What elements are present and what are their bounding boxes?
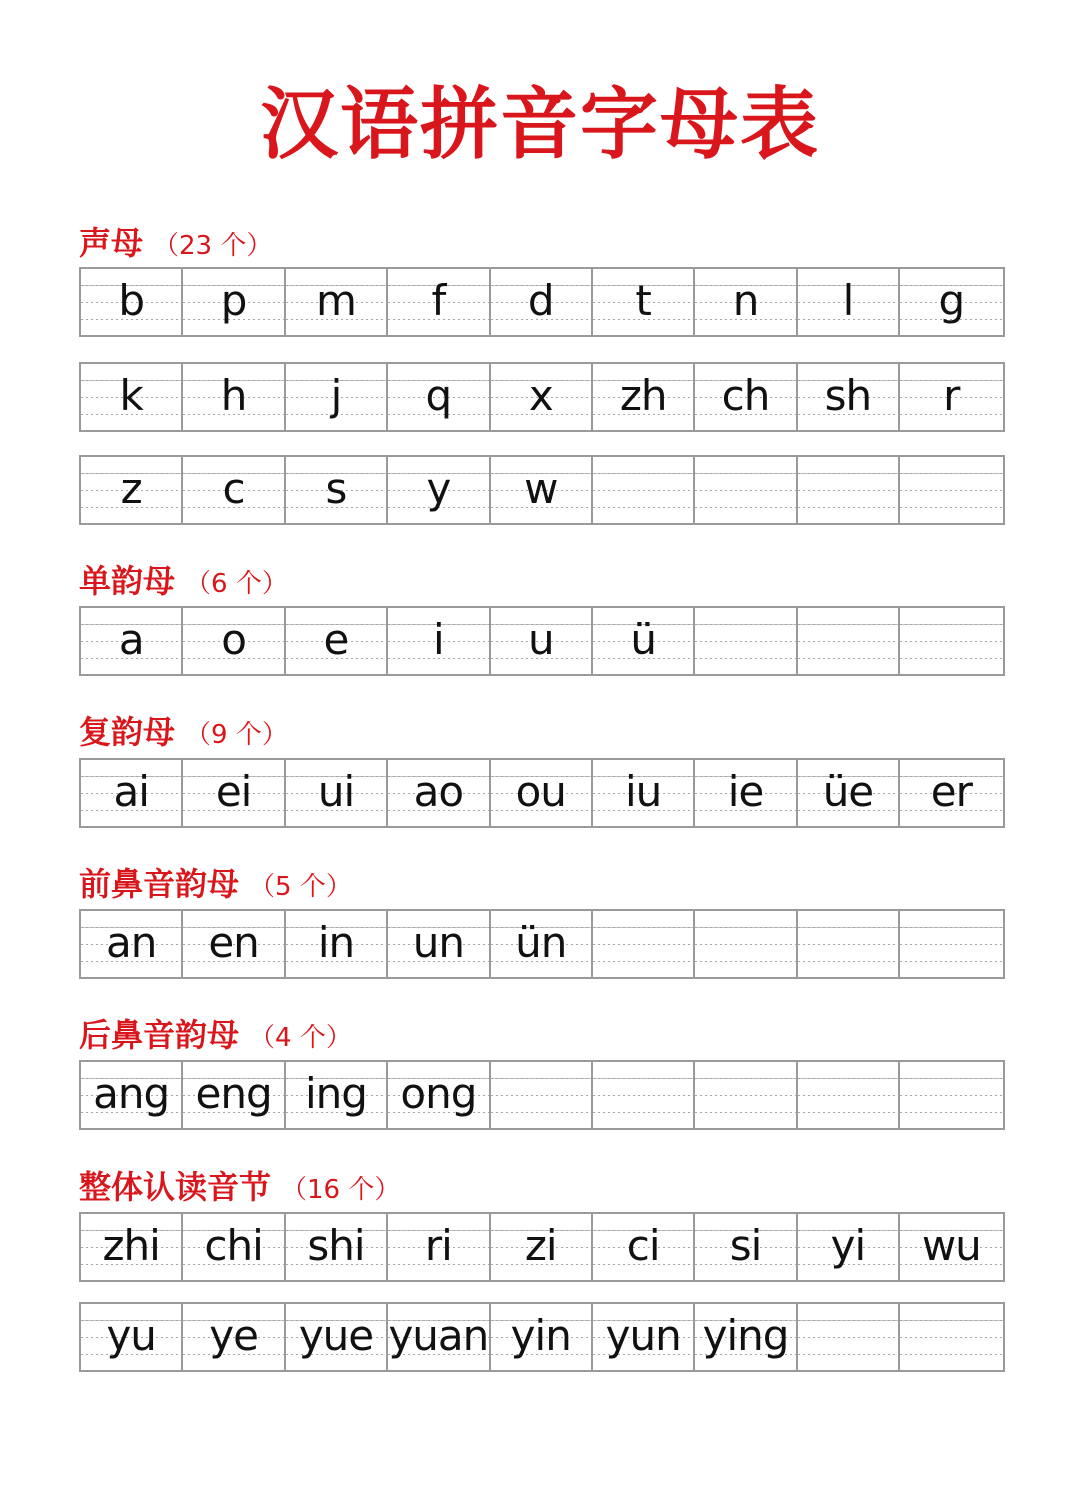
- pinyin-cell: [900, 269, 1002, 335]
- pinyin-cell: [491, 1304, 593, 1370]
- pinyin-letter: shi: [307, 1221, 365, 1270]
- empty-cell: [900, 457, 1002, 523]
- pinyin-letter: yin: [510, 1311, 571, 1360]
- pinyin-letter: z: [120, 464, 142, 513]
- pinyin-cell: [695, 269, 797, 335]
- section-title: 整体认读音节: [79, 1168, 272, 1206]
- empty-cell: [695, 1062, 797, 1128]
- pinyin-letter: yuan: [388, 1311, 489, 1360]
- pinyin-letter: e: [323, 615, 349, 664]
- letter-grid-row: [79, 606, 1005, 676]
- pinyin-letter: ci: [626, 1221, 660, 1270]
- pinyin-letter: x: [528, 371, 553, 420]
- pinyin-cell: [798, 1214, 900, 1280]
- pinyin-cell: [491, 760, 593, 826]
- empty-cell: [798, 1062, 900, 1128]
- pinyin-cell: [81, 911, 183, 977]
- empty-cell: [900, 911, 1002, 977]
- pinyin-letter: s: [325, 464, 347, 513]
- pinyin-cell: [491, 269, 593, 335]
- pinyin-letter: ou: [515, 767, 566, 816]
- section-title: 声母: [79, 224, 144, 262]
- section-title: 后鼻音韵母: [79, 1016, 240, 1054]
- pinyin-letter: eng: [195, 1069, 272, 1118]
- pinyin-letter: ying: [702, 1311, 789, 1360]
- pinyin-letter: ao: [413, 767, 464, 816]
- empty-cell: [593, 457, 695, 523]
- pinyin-cell: [81, 364, 183, 430]
- pinyin-cell: [286, 1214, 388, 1280]
- pinyin-letter: iu: [625, 767, 662, 816]
- pinyin-letter: ün: [515, 918, 567, 967]
- empty-cell: [900, 1304, 1002, 1370]
- pinyin-cell: [491, 911, 593, 977]
- pinyin-cell: [388, 760, 490, 826]
- section-title: 前鼻音韵母: [79, 865, 240, 903]
- letter-grid-row: [79, 909, 1005, 979]
- pinyin-cell: [593, 608, 695, 674]
- pinyin-letter: ri: [424, 1221, 452, 1270]
- pinyin-cell: [388, 269, 490, 335]
- empty-cell: [798, 911, 900, 977]
- pinyin-letter: l: [842, 276, 854, 325]
- pinyin-letter: k: [119, 371, 143, 420]
- pinyin-letter: üe: [822, 767, 874, 816]
- pinyin-cell: [81, 457, 183, 523]
- pinyin-cell: [183, 911, 285, 977]
- pinyin-cell: [491, 1214, 593, 1280]
- empty-cell: [798, 1304, 900, 1370]
- pinyin-cell: [183, 269, 285, 335]
- pinyin-letter: yun: [605, 1311, 681, 1360]
- pinyin-cell: [593, 1304, 695, 1370]
- pinyin-cell: [286, 911, 388, 977]
- letter-grid-row: [79, 455, 1005, 525]
- pinyin-cell: [593, 1214, 695, 1280]
- pinyin-cell: [388, 911, 490, 977]
- pinyin-cell: [900, 760, 1002, 826]
- letter-grid-row: [79, 1212, 1005, 1282]
- pinyin-cell: [388, 1062, 490, 1128]
- pinyin-cell: [695, 760, 797, 826]
- pinyin-cell: [81, 760, 183, 826]
- empty-cell: [593, 911, 695, 977]
- section-heading: [79, 1010, 352, 1054]
- pinyin-cell: [81, 269, 183, 335]
- pinyin-letter: yu: [106, 1311, 156, 1360]
- letter-grid-row: [79, 1302, 1005, 1372]
- pinyin-letter: ing: [305, 1069, 367, 1118]
- pinyin-cell: [81, 608, 183, 674]
- pinyin-cell: [183, 457, 285, 523]
- pinyin-letter: m: [316, 276, 356, 325]
- empty-cell: [798, 457, 900, 523]
- section-heading: [79, 218, 273, 262]
- pinyin-letter: zhi: [102, 1221, 160, 1270]
- section-title: 单韵母: [79, 562, 176, 600]
- pinyin-letter: ie: [727, 767, 764, 816]
- pinyin-letter: f: [431, 276, 446, 325]
- pinyin-letter: si: [729, 1221, 762, 1270]
- pinyin-cell: [183, 608, 285, 674]
- pinyin-cell: [388, 457, 490, 523]
- pinyin-letter: un: [412, 918, 464, 967]
- pinyin-cell: [388, 364, 490, 430]
- pinyin-cell: [183, 1304, 285, 1370]
- pinyin-letter: ong: [400, 1069, 477, 1118]
- pinyin-cell: [286, 608, 388, 674]
- pinyin-cell: [593, 269, 695, 335]
- pinyin-letter: ü: [630, 615, 656, 664]
- pinyin-letter: n: [732, 276, 759, 325]
- pinyin-letter: a: [118, 615, 144, 664]
- pinyin-letter: en: [208, 918, 259, 967]
- empty-cell: [593, 1062, 695, 1128]
- pinyin-letter: w: [524, 464, 558, 513]
- pinyin-cell: [81, 1214, 183, 1280]
- section-count: （5 个）: [249, 872, 352, 902]
- pinyin-letter: ch: [721, 371, 770, 420]
- pinyin-cell: [183, 364, 285, 430]
- pinyin-cell: [286, 760, 388, 826]
- pinyin-letter: g: [938, 276, 965, 325]
- section-heading: [79, 859, 352, 903]
- pinyin-letter: an: [106, 918, 157, 967]
- pinyin-letter: chi: [204, 1221, 263, 1270]
- empty-cell: [900, 1062, 1002, 1128]
- pinyin-cell: [286, 269, 388, 335]
- pinyin-letter: u: [527, 615, 554, 664]
- letter-grid-row: [79, 758, 1005, 828]
- pinyin-letter: p: [220, 276, 247, 325]
- pinyin-cell: [593, 760, 695, 826]
- pinyin-cell: [81, 1062, 183, 1128]
- pinyin-cell: [491, 457, 593, 523]
- pinyin-letter: sh: [824, 371, 872, 420]
- pinyin-letter: h: [220, 371, 247, 420]
- pinyin-letter: ui: [317, 767, 355, 816]
- letter-grid-row: [79, 267, 1005, 337]
- empty-cell: [798, 608, 900, 674]
- pinyin-cell: [695, 364, 797, 430]
- pinyin-cell: [286, 364, 388, 430]
- pinyin-cell: [798, 364, 900, 430]
- pinyin-cell: [388, 608, 490, 674]
- pinyin-cell: [81, 1304, 183, 1370]
- pinyin-letter: q: [425, 371, 452, 420]
- section-title: 复韵母: [79, 713, 176, 751]
- empty-cell: [695, 457, 797, 523]
- pinyin-letter: j: [330, 371, 342, 420]
- pinyin-letter: ang: [93, 1069, 170, 1118]
- pinyin-letter: i: [433, 615, 444, 664]
- section-heading: [79, 707, 288, 751]
- section-count: （4 个）: [249, 1023, 352, 1053]
- pinyin-letter: zh: [619, 371, 667, 420]
- pinyin-cell: [798, 760, 900, 826]
- pinyin-cell: [183, 1214, 285, 1280]
- pinyin-letter: wu: [921, 1221, 981, 1270]
- letter-grid-row: [79, 1060, 1005, 1130]
- pinyin-cell: [695, 1304, 797, 1370]
- pinyin-letter: er: [930, 767, 972, 816]
- page-title: 汉语拼音字母表: [259, 80, 820, 170]
- pinyin-cell: [491, 608, 593, 674]
- pinyin-letter: b: [118, 276, 145, 325]
- pinyin-cell: [388, 1304, 490, 1370]
- pinyin-letter: in: [317, 918, 355, 967]
- pinyin-cell: [286, 1062, 388, 1128]
- pinyin-letter: ei: [215, 767, 252, 816]
- empty-cell: [900, 608, 1002, 674]
- pinyin-cell: [695, 1214, 797, 1280]
- pinyin-cell: [491, 364, 593, 430]
- pinyin-letter: zi: [524, 1221, 557, 1270]
- pinyin-cell: [388, 1214, 490, 1280]
- pinyin-cell: [183, 1062, 285, 1128]
- section-count: （6 个）: [185, 569, 288, 599]
- pinyin-letter: yue: [298, 1311, 374, 1360]
- pinyin-letter: ye: [209, 1311, 258, 1360]
- pinyin-cell: [593, 364, 695, 430]
- pinyin-letter: r: [943, 371, 960, 420]
- pinyin-cell: [286, 1304, 388, 1370]
- pinyin-letter: yi: [830, 1221, 866, 1270]
- pinyin-cell: [900, 1214, 1002, 1280]
- section-count: （16 个）: [281, 1175, 401, 1205]
- section-count: （9 个）: [185, 720, 288, 750]
- pinyin-letter: o: [221, 615, 246, 664]
- pinyin-cell: [286, 457, 388, 523]
- section-count: （23 个）: [153, 231, 273, 261]
- empty-cell: [695, 608, 797, 674]
- pinyin-letter: c: [222, 464, 245, 513]
- pinyin-letter: t: [635, 276, 651, 325]
- letter-grid-row: [79, 362, 1005, 432]
- pinyin-cell: [798, 269, 900, 335]
- pinyin-cell: [183, 760, 285, 826]
- empty-cell: [491, 1062, 593, 1128]
- pinyin-letter: d: [527, 276, 554, 325]
- section-heading: [79, 556, 288, 600]
- section-heading: [79, 1162, 401, 1206]
- pinyin-letter: ai: [113, 767, 149, 816]
- pinyin-cell: [900, 364, 1002, 430]
- pinyin-letter: y: [426, 464, 451, 513]
- empty-cell: [695, 911, 797, 977]
